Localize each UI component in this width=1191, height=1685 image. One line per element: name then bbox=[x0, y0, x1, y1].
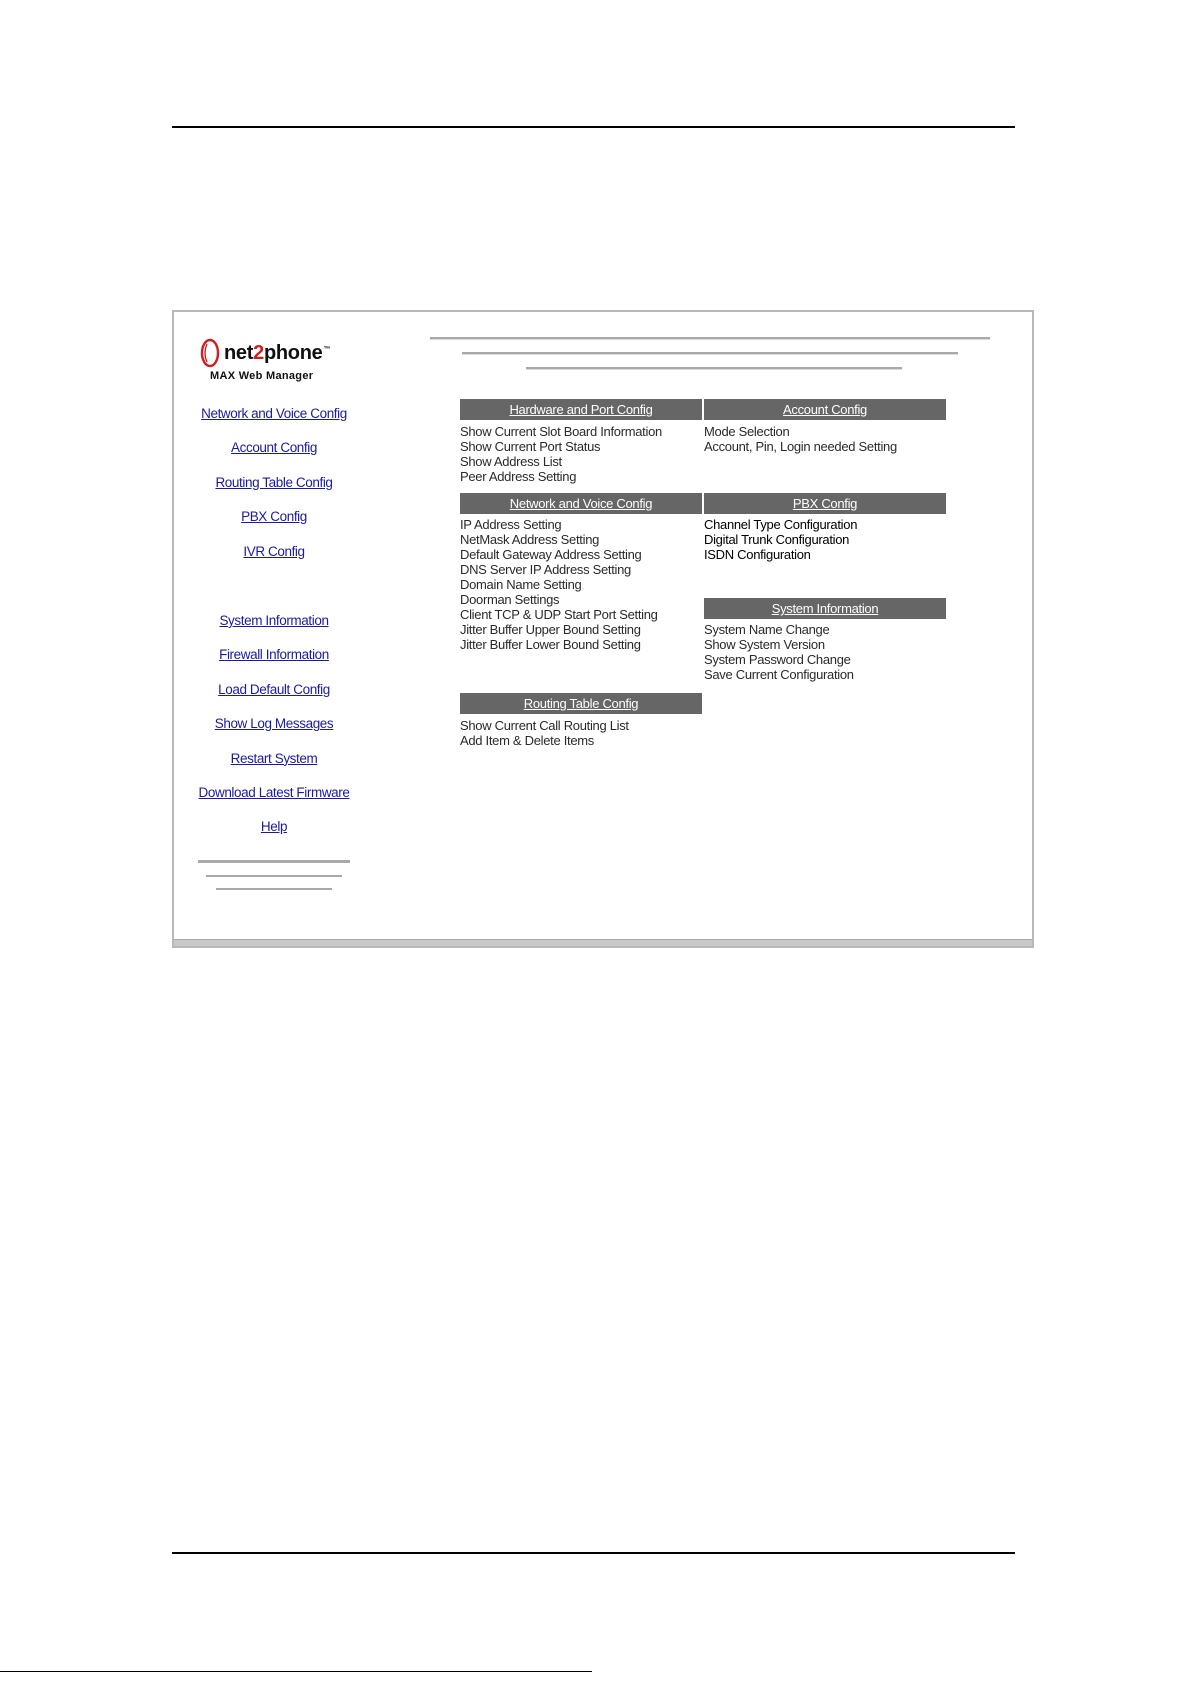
list-item: System Name Change bbox=[704, 622, 830, 637]
list-item: Show Current Slot Board Information bbox=[460, 424, 662, 439]
list-item: Doorman Settings bbox=[460, 592, 560, 607]
section-items-pbx bbox=[704, 517, 857, 562]
nav-account-config[interactable]: Account Config bbox=[231, 440, 317, 456]
top-rule-2 bbox=[462, 352, 958, 355]
section-header-network-voice-config[interactable]: Network and Voice Config bbox=[460, 493, 702, 514]
nav-ivr-config[interactable]: IVR Config bbox=[243, 543, 305, 559]
list-item: Show Address List bbox=[460, 454, 562, 469]
top-rule-3 bbox=[526, 367, 902, 370]
nav-show-log-messages[interactable]: Show Log Messages bbox=[214, 716, 334, 732]
section-header-system-information[interactable]: System Information bbox=[704, 598, 946, 619]
section-header-pbx-config[interactable]: PBX Config bbox=[704, 493, 946, 514]
list-item: Channel Type Configuration bbox=[704, 517, 858, 532]
nav-rule-1 bbox=[198, 860, 350, 863]
list-item: System Password Change bbox=[704, 652, 851, 667]
section-items-system bbox=[704, 622, 854, 682]
nav-help[interactable]: Help bbox=[260, 819, 288, 835]
brand-name: net2phone™ bbox=[224, 341, 331, 364]
sidebar-nav bbox=[174, 406, 374, 854]
nav-load-default-config[interactable]: Load Default Config bbox=[218, 681, 330, 697]
logo bbox=[200, 338, 410, 382]
list-item: Jitter Buffer Upper Bound Setting bbox=[460, 622, 641, 637]
list-item: Mode Selection bbox=[704, 424, 790, 439]
page-header-rule bbox=[172, 126, 1015, 128]
nav-pbx-config[interactable]: PBX Config bbox=[241, 509, 307, 525]
nav-spacer bbox=[174, 578, 374, 613]
list-item: Peer Address Setting bbox=[460, 469, 577, 484]
section-items-account bbox=[704, 424, 897, 454]
net2phone-logo-icon bbox=[200, 338, 220, 368]
list-item: IP Address Setting bbox=[460, 517, 562, 532]
section-header-account-config[interactable]: Account Config bbox=[704, 399, 946, 420]
list-item: Account, Pin, Login needed Setting bbox=[704, 439, 897, 454]
list-item: Jitter Buffer Lower Bound Setting bbox=[460, 637, 641, 652]
nav-download-latest-firmware[interactable]: Download Latest Firmware bbox=[198, 784, 350, 800]
list-item: Save Current Configuration bbox=[704, 667, 854, 682]
list-item: ISDN Configuration bbox=[704, 547, 811, 562]
list-item: Client TCP & UDP Start Port Setting bbox=[460, 607, 658, 622]
web-manager-screenshot bbox=[172, 310, 1034, 948]
list-item: Show Current Call Routing List bbox=[460, 718, 629, 733]
section-header-routing-table-config[interactable]: Routing Table Config bbox=[460, 693, 702, 714]
list-item: DNS Server IP Address Setting bbox=[460, 562, 631, 577]
nav-routing-table-config[interactable]: Routing Table Config bbox=[215, 474, 333, 490]
list-item: NetMask Address Setting bbox=[460, 532, 600, 547]
list-item: Show System Version bbox=[704, 637, 825, 652]
nav-system-information[interactable]: System Information bbox=[219, 612, 329, 628]
nav-bottom-rules bbox=[174, 860, 374, 890]
status-bar bbox=[174, 939, 1032, 946]
section-items-routing bbox=[460, 718, 629, 748]
list-item: Show Current Port Status bbox=[460, 439, 601, 454]
footnote-rule bbox=[0, 1671, 592, 1672]
list-item: Domain Name Setting bbox=[460, 577, 582, 592]
nav-rule-3 bbox=[216, 888, 332, 890]
top-rule-1 bbox=[430, 337, 990, 340]
app-subtitle: MAX Web Manager bbox=[210, 370, 314, 382]
section-items-network bbox=[460, 517, 658, 652]
nav-firewall-information[interactable]: Firewall Information bbox=[219, 647, 329, 663]
nav-rule-2 bbox=[206, 875, 342, 877]
list-item: Add Item & Delete Items bbox=[460, 733, 594, 748]
list-item: Digital Trunk Configuration bbox=[704, 532, 850, 547]
page-footer-rule bbox=[172, 1552, 1015, 1554]
section-header-hardware-port-config[interactable]: Hardware and Port Config bbox=[460, 399, 702, 420]
list-item: Default Gateway Address Setting bbox=[460, 547, 642, 562]
nav-network-voice-config[interactable]: Network and Voice Config bbox=[201, 406, 347, 421]
nav-restart-system[interactable]: Restart System bbox=[230, 750, 318, 766]
section-items-hardware bbox=[460, 424, 662, 484]
